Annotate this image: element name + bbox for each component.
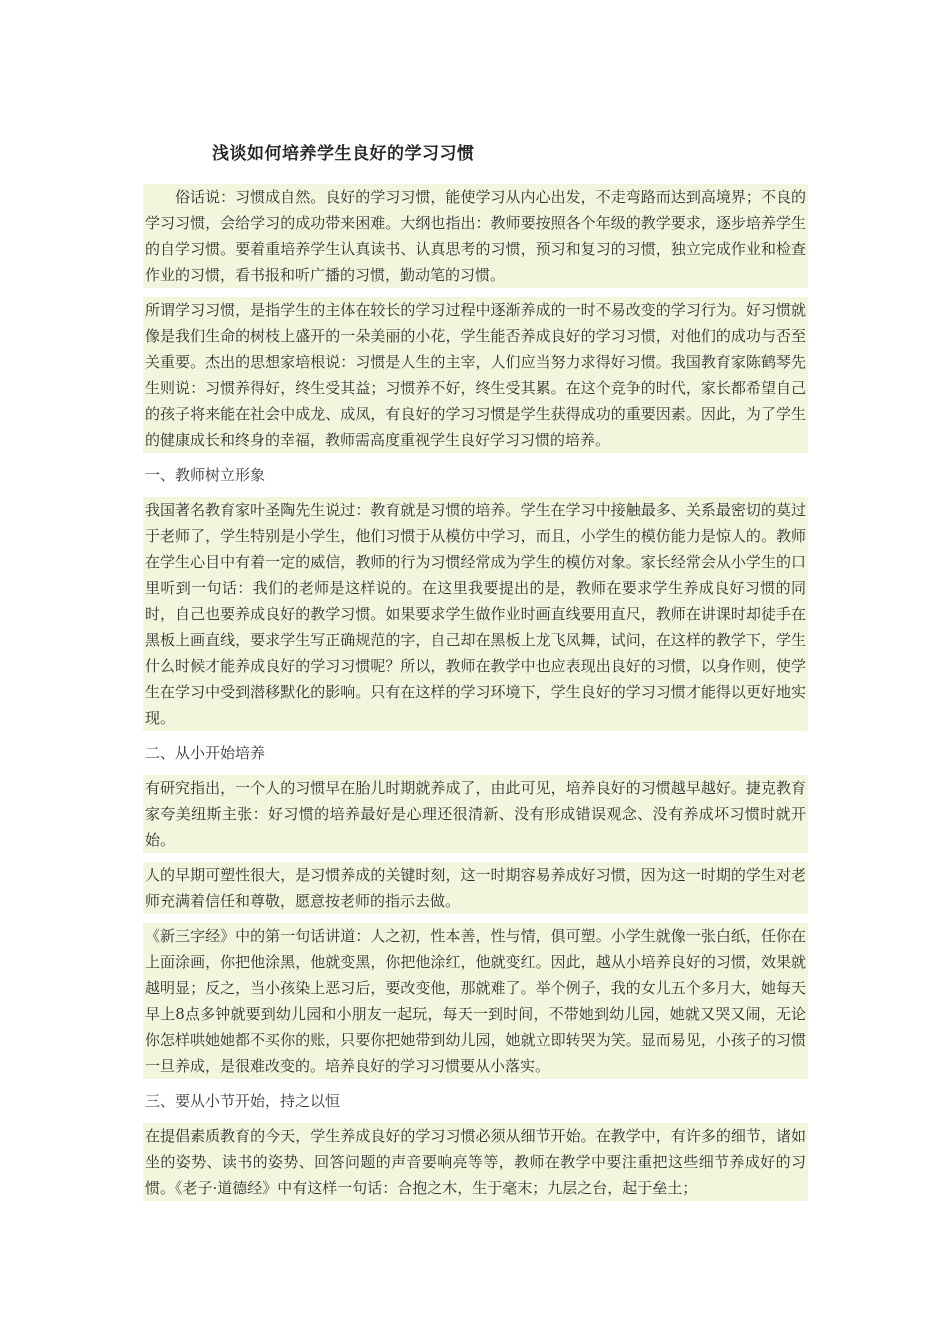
paragraph: 《新三字经》中的第一句话讲道：人之初，性本善，性与情，俱可塑。小学生就像一张白纸，任你在上面涂画，你把他涂黑，他就变黑，你把他涂红，他就变红。因此，越从小培养良好的习惯，效果就越明显；反之，当小孩染上恶习后，要改变他，那就难了。举个例子，我的女儿五个多月大，她每天早上8点多钟就要到幼儿园和小朋友一起玩，每天一到时间，不带她到幼儿园，她就又哭又闹，无论你怎样哄她她都不买你的账，只要你把她带到幼儿园，她就立即转哭为笑。显而易见，小孩子的习惯一旦养成，是很难改变的。培养良好的学习习惯要从小落实。: [143, 923, 808, 1079]
paragraph: 在提倡素质教育的今天，学生养成良好的学习习惯必须从细节开始。在教学中，有许多的细节，诸如坐的姿势、读书的姿势、回答问题的声音要响亮等等，教师在教学中要注重把这些细节养成好的习惯。《老子·道德经》中有这样一句话：合抱之木，生于毫末；九层之台，起于垒土；: [143, 1123, 808, 1201]
document-title: 浅谈如何培养学生良好的学习习惯: [212, 144, 475, 164]
paragraph: 有研究指出，一个人的习惯早在胎儿时期就养成了，由此可见，培养良好的习惯越早越好。捷克教育家夸美纽斯主张：好习惯的培养最好是心理还很清新、没有形成错误观念、没有养成坏习惯时就开始。: [143, 775, 808, 853]
paragraph: 我国著名教育家叶圣陶先生说过：教育就是习惯的培养。学生在学习中接触最多、关系最密切的莫过于老师了，学生特别是小学生，他们习惯于从模仿中学习，而且，小学生的模仿能力是惊人的。教师在学生心目中有着一定的威信，教师的行为习惯经常成为学生的模仿对象。家长经常会从小学生的口里听到一句话：我们的老师是这样说的。在这里我要提出的是，教师在要求学生养成良好习惯的同时，自己也要养成良好的教学习惯。如果要求学生做作业时画直线要用直尺，教师在讲课时却徒手在黑板上画直线，要求学生写正确规范的字，自己却在黑板上龙飞凤舞，试问，在这样的教学下，学生什么时候才能养成良好的学习习惯呢？所以，教师在教学中也应表现出良好的习惯，以身作则，使学生在学习中受到潜移默化的影响。只有在这样的学习环境下，学生良好的学习习惯才能得以更好地实现。: [143, 497, 808, 731]
paragraph: 人的早期可塑性很大，是习惯养成的关键时刻，这一时期容易养成好习惯，因为这一时期的学生对老师充满着信任和尊敬，愿意按老师的指示去做。: [143, 862, 808, 914]
document-body: [143, 184, 808, 1210]
paragraph: 所谓学习习惯，是指学生的主体在较长的学习过程中逐渐养成的一时不易改变的学习行为。好习惯就像是我们生命的树枝上盛开的一朵美丽的小花，学生能否养成良好的学习习惯，对他们的成功与否至关重要。杰出的思想家培根说：习惯是人生的主宰，人们应当努力求得好习惯。我国教育家陈鹤琴先生则说：习惯养得好，终生受其益；习惯养不好，终生受其累。在这个竞争的时代，家长都希望自己的孩子将来能在社会中成龙、成凤，有良好的学习习惯是学生获得成功的重要因素。因此，为了学生的健康成长和终身的幸福，教师需高度重视学生良好学习习惯的培养。: [143, 297, 808, 453]
section-heading: 一、教师树立形象: [145, 466, 266, 484]
section-heading: 二、从小开始培养: [145, 744, 266, 762]
paragraph: 俗话说：习惯成自然。良好的学习习惯，能使学习从内心出发，不走弯路而达到高境界；不良的学习习惯，会给学习的成功带来困难。大纲也指出：教师要按照各个年级的教学要求，逐步培养学生的自学习惯。要着重培养学生认真读书、认真思考的习惯，预习和复习的习惯，独立完成作业和检查作业的习惯，看书报和听广播的习惯，勤动笔的习惯。: [143, 184, 808, 288]
section-heading: 三、要从小节开始，持之以恒: [145, 1092, 341, 1110]
